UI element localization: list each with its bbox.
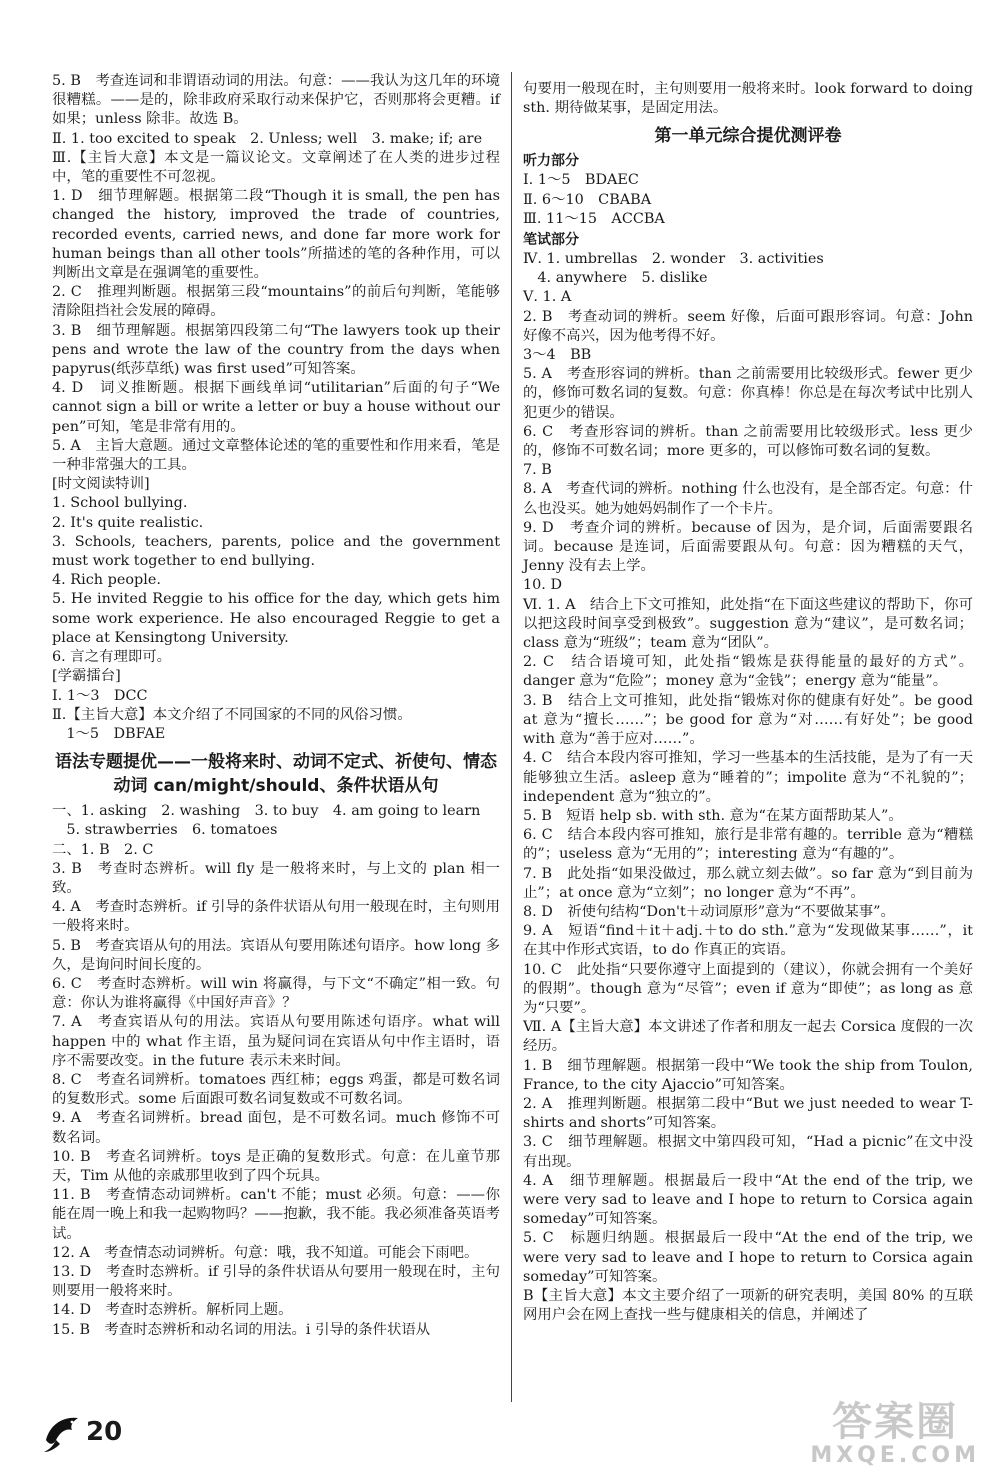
answer-line: 8. D 祈使句结构“Don't＋动词原形”意为“不要做某事”。 <box>523 903 895 920</box>
answer-line: 2. A 推理判断题。根据第二段中“But we just needed to wear T-shirts and shorts”可知答案。 <box>523 1095 973 1132</box>
answer-line: 10. D <box>523 577 562 594</box>
answer-line: 1. School bullying. <box>52 495 188 512</box>
answer-line: 1. B 细节理解题。根据第一段中“We took the ship from Toulon, France, to the city Ajaccio”可知答案。 <box>523 1057 973 1093</box>
answer-line: 5. A 主旨大意题。通过文章整体论述的笔的重要性和作用来看，笔是一种非常强大的工具。 <box>52 437 500 474</box>
answer-line: 7. A 考查宾语从句的用法。宾语从句要用陈述句语序。what will happen 中的 what 作主语，虽为疑问词在宾语从句中作主语时，语序不需要改变。in the future 表示未来时间。 <box>52 1014 500 1069</box>
answer-line: 4. A 细节理解题。根据最后一段中“At the end of the trip, we were very sad to leave and I hope to return to Corsica again someday”可知答案。 <box>523 1172 973 1228</box>
answer-line: 二、1. B 2. C <box>52 841 154 858</box>
answer-line: 3. B 细节理解题。根据第四段第二句“The lawyers took up their pens and wrote the law of the country from the days when papyrus(纸莎草纸) was first used”可知答案。 <box>52 322 500 378</box>
answer-line: [时文阅读特训] <box>52 476 150 493</box>
answer-line: 3. C 细节理解题。根据文中第四段可知，“Had a picnic”在文中没有出现。 <box>523 1134 973 1170</box>
answer-line: 15. B 考查时态辨析和动名词的用法。i 引导的条件状语从 <box>52 1321 431 1338</box>
answer-line: 4. anywhere 5. dislike <box>523 270 708 287</box>
right-column <box>523 80 973 1325</box>
answer-line: 3. B 考查时态辨析。will fly 是一般将来时，与上文的 plan 相一致。 <box>52 860 500 896</box>
answer-line: 9. D 考查介词的辨析。because of 因为，是介词，后面需要跟名词。because 是连词，后面需要跟从句。句意：因为糟糕的天气，Jenny 没有去上学。 <box>523 519 973 575</box>
answer-line: 5. A 考查形容词的辨析。than 之前需要用比较级形式。fewer 更少的，修饰可数名词的复数。句意：你真棒！你总是在每次考试中比别人犯更少的错误。 <box>523 366 973 421</box>
answer-line: 1～5 DBFAE <box>52 725 166 742</box>
answer-line: 2. It's quite realistic. <box>52 514 204 531</box>
answer-line: 5. He invited Reggie to his office for the day, which gets him some work experience. He also encouraged Reggie to get a place at Kensingtong University. <box>52 591 500 646</box>
section-heading: 语法专题提优——一般将来时、动词不定式、祈使句、情态动词 can/might/should、条件状语从句 <box>55 752 497 797</box>
answer-line: 3. Schools, teachers, parents, police and the government must work together to end bullying. <box>52 533 500 570</box>
answer-line: 13. D 考查时态辨析。if 引导的条件状语从句要用一般现在时，主句则要用一般将来时。 <box>52 1263 500 1300</box>
answer-line: 句要用一般现在时，主句则要用一般将来时。look forward to doing sth. 期待做某事，是固定用法。 <box>523 81 973 117</box>
answer-line: 1. D 细节理解题。根据第二段“Though it is small, the pen has changed the history, improved the trade of countries, recorded events, carried news, and done far more work for human beings than all other tools”所描述的笔的各种作用，可以判断出文章是在强调笔的重要性。 <box>52 188 500 282</box>
answer-line: 6. 言之有理即可。 <box>52 649 172 666</box>
answer-line: Ⅱ. 1. too excited to speak 2. Unless; well 3. make; if; are <box>52 130 483 147</box>
answer-line: 2. C 结合语境可知，此处指“锻炼是获得能量的最好的方式”。danger 意为“危险”；money 意为“金钱”；energy 意为“能量”。 <box>523 654 973 690</box>
answer-line: Ⅳ. 1. umbrellas 2. wonder 3. activities <box>523 251 824 268</box>
answer-line: 6. C 考查形容词的辨析。than 之前需要用比较级形式。less 更少的，修饰不可数名词；more 更多的，可以修饰可数名词的复数。 <box>523 423 973 460</box>
section-heading: 第一单元综合提优测评卷 <box>654 126 842 147</box>
subsection-label: 笔试部分 <box>523 232 579 249</box>
watermark-logo: 答案圈 <box>832 1399 959 1445</box>
answer-line: B【主旨大意】本文主要介绍了一项新的研究表明，美国 80% 的互联网用户会在网上查找一些与健康相关的信息，并阐述了 <box>523 1287 973 1324</box>
answer-line: Ⅵ. 1. A 结合上下文可推知，此处指“在下面这些建议的帮助下，你可以把这段时间享受到极致”。suggestion 意为“建议”，是可数名词；class 意为“班级”；team 意为“团队”。 <box>523 596 973 652</box>
left-column <box>52 72 500 1340</box>
answer-line: 6. C 结合本段内容可推知，旅行是非常有趣的。terrible 意为“糟糕的”；useless 意为“无用的”；interesting 意为“有趣的”。 <box>523 827 973 863</box>
answer-line: 10. B 考查名词辨析。toys 是正确的复数形式。句意：在儿童节那天，Tim 从他的亲戚那里收到了四个玩具。 <box>52 1148 500 1184</box>
page-footer <box>42 1410 122 1454</box>
answer-line: 5. B 考查宾语从句的用法。宾语从句要用陈述句语序。how long 多久，是询问时间长度的。 <box>52 937 500 973</box>
answer-line: 4. A 考查时态辨析。if 引导的条件状语从句用一般现在时，主句则用一般将来时。 <box>52 899 500 935</box>
subsection-label: 听力部分 <box>523 153 579 170</box>
answer-line: Ⅶ. A【主旨大意】本文讲述了作者和朋友一起去 Corsica 度假的一次经历。 <box>523 1019 973 1055</box>
answer-line: Ⅱ.【主旨大意】本文介绍了不同国家的不同的风俗习惯。 <box>52 706 412 723</box>
answer-line: 4. D 词义推断题。根据下画线单词“utilitarian”后面的句子“We cannot sign a bill or write a letter or buy a house without our pen”可知，笔是非常有用的。 <box>52 380 500 435</box>
answer-line: 5. C 标题归纳题。根据最后一段中“At the end of the trip, we were very sad to leave and I hope to return to Corsica again someday”可知答案。 <box>523 1230 973 1285</box>
answer-line: 2. B 考查动词的辨析。seem 好像，后面可跟形容词。句意：John 好像不高兴，因为他考得不好。 <box>523 308 973 344</box>
answer-line: 12. A 考查情态动词辨析。句意：哦，我不知道。可能会下雨吧。 <box>52 1244 479 1261</box>
answer-line: 4. Rich people. <box>52 572 161 589</box>
answer-line: 10. C 此处指“只要你遵守上面提到的（建议），你就会拥有一个美好的假期”。though 意为“尽管”；even if 意为“即使”；as long as 意为“只要”。 <box>523 961 973 1016</box>
answer-line: Ⅰ. 1～3 DCC <box>52 687 148 704</box>
answer-line: 5. strawberries 6. tomatoes <box>52 822 278 839</box>
watermark-url: MXQE.COM <box>810 1443 980 1468</box>
column-divider <box>511 72 512 1402</box>
answer-line: Ⅰ. 1～5 BDAEC <box>523 172 639 189</box>
answer-line: 4. C 结合本段内容可推知，学习一些基本的生活技能，是为了有一天能够独立生活。asleep 意为“睡着的”；impolite 意为“不礼貌的”；independent 意为“独立的”。 <box>523 750 973 805</box>
answer-line: 5. B 考查连词和非谓语动词的用法。句意：——我认为这几年的环境很糟糕。——是的，除非政府采取行动来保护它，否则那将会更糟。if 如果；unless 除非。故选 B。 <box>52 73 500 128</box>
answer-line: 11. B 考查情态动词辨析。can't 不能；must 必须。句意：——你能在周一晚上和我一起购物吗？——抱歉，我不能。我必须准备英语考试。 <box>52 1187 500 1242</box>
answer-line: 3. B 结合上文可推知，此处指“锻炼对你的健康有好处”。be good at 意为“擅长……”；be good for 意为“对……有好处”；be good with 意为“善于应对……”。 <box>523 692 973 748</box>
answer-line: 7. B <box>523 462 552 479</box>
answer-line: Ⅴ. 1. A <box>523 289 572 306</box>
page-number: 20 <box>86 1417 123 1447</box>
answer-line: 6. C 考查时态辨析。will win 将赢得，与下文“不确定”相一致。句意：你认为谁将赢得《中国好声音》？ <box>52 975 500 1012</box>
dolphin-icon <box>42 1410 82 1454</box>
answer-line: 7. B 此处指“如果没做过，那么就立刻去做”。so far 意为“到目前为止”；at once 意为“立刻”；no longer 意为“不再”。 <box>523 865 973 901</box>
answer-line: 5. B 短语 help sb. with sth. 意为“在某方面帮助某人”。 <box>523 807 903 824</box>
answer-line: 一、1. asking 2. washing 3. to buy 4. am going to learn <box>52 803 481 820</box>
answer-line: 9. A 考查名词辨析。bread 面包，是不可数名词。much 修饰不可数名词。 <box>52 1110 500 1146</box>
answer-line: 8. C 考查名词辨析。tomatoes 西红柿；eggs 鸡蛋，都是可数名词的复数形式。some 后面跟可数名词复数或不可数名词。 <box>52 1071 500 1108</box>
answer-line: [学霸擂台] <box>52 668 121 685</box>
answer-line: 14. D 考查时态辨析。解析同上题。 <box>52 1302 293 1319</box>
answer-line: 9. A 短语“find＋it＋adj.＋to do sth.”意为“发现做某事……”，it 在其中作形式宾语，to do 作真正的宾语。 <box>523 923 973 959</box>
answer-line: Ⅲ. 11～15 ACCBA <box>523 210 665 227</box>
answer-line: 2. C 推理判断题。根据第三段“mountains”的前后句判断，笔能够清除阻挡社会发展的障碍。 <box>52 284 500 320</box>
watermark <box>810 1400 980 1468</box>
answer-line: Ⅲ.【主旨大意】本文是一篇议论文。文章阐述了在人类的进步过程中，笔的重要性不可忽视。 <box>52 149 500 186</box>
answer-line: 8. A 考查代词的辨析。nothing 什么也没有，是全部否定。句意：什么也没买。她为她妈妈制作了一个卡片。 <box>523 481 973 517</box>
answer-line: Ⅱ. 6～10 CBABA <box>523 191 652 208</box>
answer-line: 3～4 BB <box>523 347 592 364</box>
